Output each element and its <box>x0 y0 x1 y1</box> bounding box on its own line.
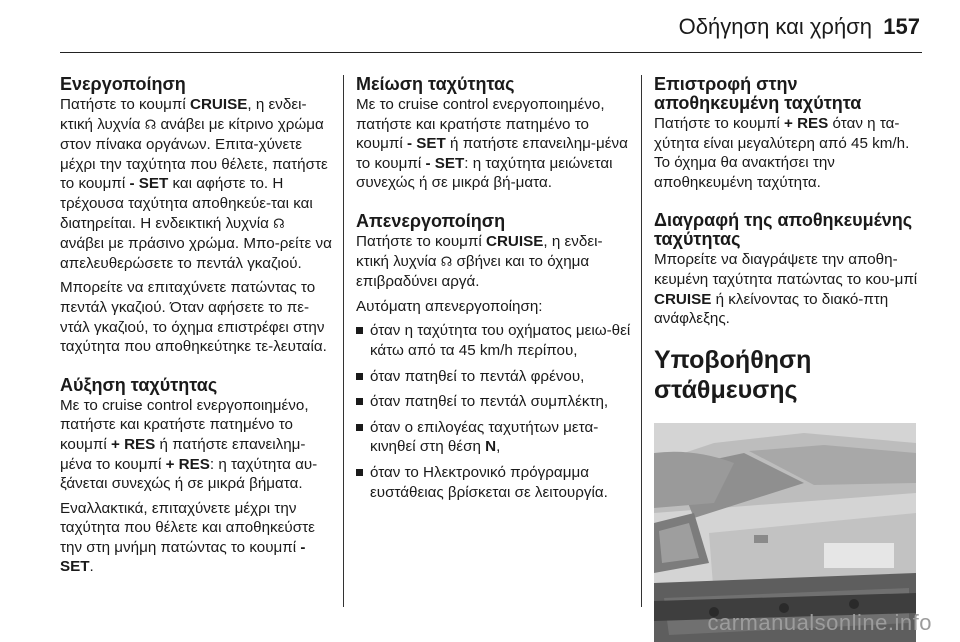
bullet-icon <box>356 327 363 334</box>
cruise-control-indicator-icon: ☊ <box>440 254 453 270</box>
section-title-deactivation: Απενεργοποίηση <box>356 210 506 231</box>
section-title-resume-speed: Επιστροφή στην αποθηκευμένη ταχύτητα <box>654 74 862 113</box>
column-divider <box>641 75 642 607</box>
section-title-decrease-speed: Μείωση ταχύτητας <box>356 74 515 94</box>
bullet-icon <box>356 424 363 431</box>
header-divider <box>60 52 922 53</box>
column-3 <box>654 75 924 612</box>
watermark: carmanualsonline.info <box>707 610 932 635</box>
section-title-increase-speed: Αύξηση ταχύτητας <box>60 374 218 395</box>
bullet-icon <box>356 373 363 380</box>
list-item: όταν πατηθεί το πεντάλ φρένου, <box>356 367 631 387</box>
paragraph-alternative: Εναλλακτικά, επιταχύνετε μέχρι την ταχύτητα που θέλετε και αποθηκεύστε την στη μνήμη πατώντας το κουμπί - SET. <box>60 499 315 576</box>
list-item: όταν πατηθεί το πεντάλ συμπλέκτη, <box>356 392 631 412</box>
section-title-activation: Ενεργοποίηση <box>60 74 186 94</box>
paragraph-resume-speed: Πατήστε το κουμπί + RES όταν η τα-χύτητα είναι μεγαλύτερη από 45 km/h. Το όχημα θα ανακτήσει την αποθηκευμένη ταχύτητα. <box>654 115 910 191</box>
column-2 <box>356 75 631 612</box>
column-1 <box>60 75 332 612</box>
deactivation-list <box>356 321 631 502</box>
paragraph-auto-deactivation: Αυτόματη απενεργοποίηση: <box>356 297 543 315</box>
bullet-icon <box>356 398 363 405</box>
cruise-control-indicator-icon: ☊ <box>144 117 157 133</box>
list-item: όταν ο επιλογέας ταχυτήτων μετα-κινηθεί στη θέση N, <box>356 418 631 457</box>
column-divider <box>343 75 344 607</box>
section-title-parking-assist: Υποβοήθηση στάθμευσης <box>654 345 812 404</box>
paragraph-deactivation: Πατήστε το κουμπί CRUISE, η ενδει-κτική λυχνία ☊ σβήνει και το όχημα επιβραδύνει αργά. <box>356 232 603 291</box>
page-number: 157 <box>883 14 920 39</box>
cruise-control-indicator-icon: ☊ <box>273 216 285 232</box>
paragraph-accelerate: Μπορείτε να επιταχύνετε πατώντας το πεντάλ γκαζιού. Όταν αφήσετε το πε-ντάλ γκαζιού, το όχημα επιστρέφει στην ταχύτητα που αποθηκεύτηκε τε-λευταία. <box>60 279 327 356</box>
paragraph-clear-speed: Μπορείτε να διαγράψετε την αποθη-κευμένη ταχύτητα πατώντας το κου-μπί CRUISE ή κλείνοντας το διακό-πτη ανάφλεξης. <box>654 251 918 328</box>
paragraph-increase-speed: Με το cruise control ενεργοποιημένο, πατήστε και κρατήστε πατημένο το κουμπί + RES ή πατήστε επανειλημ-μένα το κουμπί + RES: η ταχύτητα αυ-ξάνεται συνεχώς ή σε μικρά βήματα. <box>60 396 318 493</box>
header-title: Οδήγηση και χρήση <box>678 14 872 39</box>
list-item: όταν η ταχύτητα του οχήματος μειω-θεί κάτω από τα 45 km/h περίπου, <box>356 321 631 360</box>
section-title-clear-speed: Διαγραφή της αποθηκευμένης ταχύτητας <box>654 210 913 250</box>
paragraph-activation: Πατήστε το κουμπί CRUISE, η ενδει-κτική λυχνία ☊ ανάβει με κίτρινο χρώμα στον πίνακα οργάνων. Επιτα-χύνετε μέχρι την ταχύτητα που θέλετε, πατήστε το κουμπί - SET και αφήστε το. Η τρέχουσα ταχύτητα αποθηκεύε-ται και διατηρείται. Η ενδεικτική λυχνία ☊ ανάβει με πράσινο χρώμα. Μπο-ρείτε να απελευθερώσετε το πεντάλ γκαζιού. <box>60 96 332 272</box>
bullet-icon <box>356 469 363 476</box>
list-item: όταν το Ηλεκτρονικό πρόγραμμα ευστάθειας βρίσκεται σε λειτουργία. <box>356 463 631 502</box>
page-header <box>0 0 960 52</box>
paragraph-decrease-speed: Με το cruise control ενεργοποιημένο, πατήστε και κρατήστε πατημένο το κουμπί - SET ή πατήστε επανειλημ-μένα το κουμπί - SET: η ταχύτητα μειώνεται συνεχώς ή σε μικρά βή-ματα. <box>356 96 628 192</box>
